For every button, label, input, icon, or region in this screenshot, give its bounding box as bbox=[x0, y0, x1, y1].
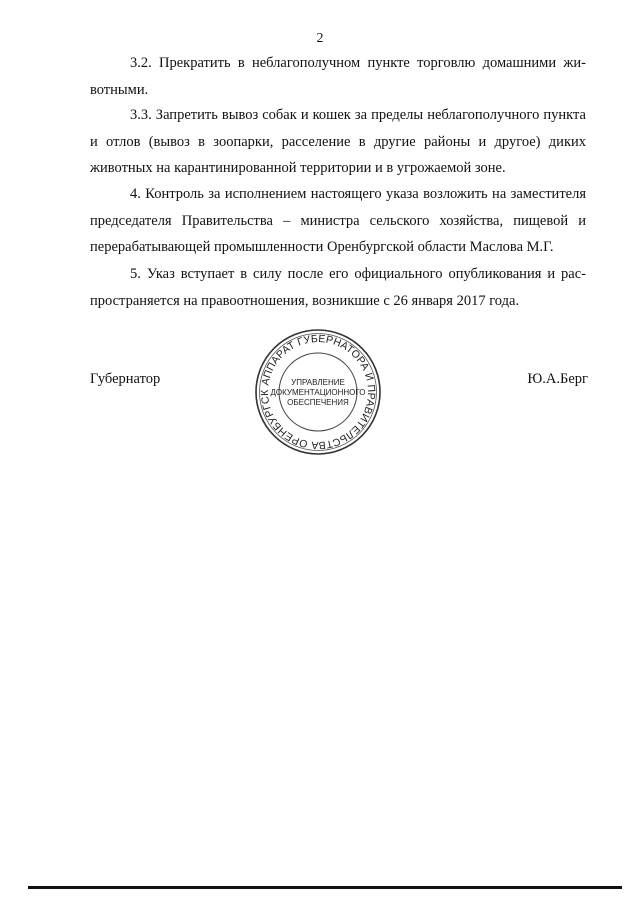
signatory-name: Ю.А.Берг bbox=[527, 371, 588, 387]
seal-center-line-2: ДОКУМЕНТАЦИОННОГО bbox=[270, 388, 366, 397]
paragraph-text: 3.3. Запретить вывоз собак и кошек за пределы неблагополучного пункта и отлов (вывоз в зоопарки, расселение в другие районы и другое) диких животных на карантинированной территории и в угрожаемой зоне. bbox=[90, 107, 586, 176]
seal-ring-text-path: АППАРАТ ГУБЕРНАТОРА И ПРАВИТЕЛЬСТВА ОРЕНБУРГСК bbox=[258, 332, 378, 452]
signatory-title: Губернатор bbox=[90, 371, 161, 387]
seal-center-line-3: ОБЕСПЕЧЕНИЯ bbox=[287, 398, 349, 407]
paragraph-text: 4. Контроль за исполнением настоящего указа возложить на заместителя председателя Правительства – министра сельского хозяйства, пищевой и перерабатывающей промышленности Оренбургской области Маслова М.Г. bbox=[90, 186, 586, 255]
official-seal bbox=[253, 327, 383, 457]
page-number: 2 bbox=[316, 31, 324, 46]
paragraph-text: 3.2. Прекратить в неблагополучном пункте торговлю домашними животными. bbox=[90, 55, 586, 98]
paragraph-3-3 bbox=[90, 102, 586, 182]
official-seal-graphic bbox=[253, 327, 383, 457]
paragraph-5 bbox=[90, 261, 586, 314]
paragraph-3-2 bbox=[90, 50, 586, 103]
paragraph-4 bbox=[90, 181, 586, 261]
paragraph-text: 5. Указ вступает в силу после его официального опубликования и распространяется на правоотношения, возникшие с 26 января 2017 года. bbox=[90, 266, 586, 309]
bottom-rule bbox=[28, 886, 622, 889]
seal-center-line-1: УПРАВЛЕНИЕ bbox=[291, 378, 345, 387]
